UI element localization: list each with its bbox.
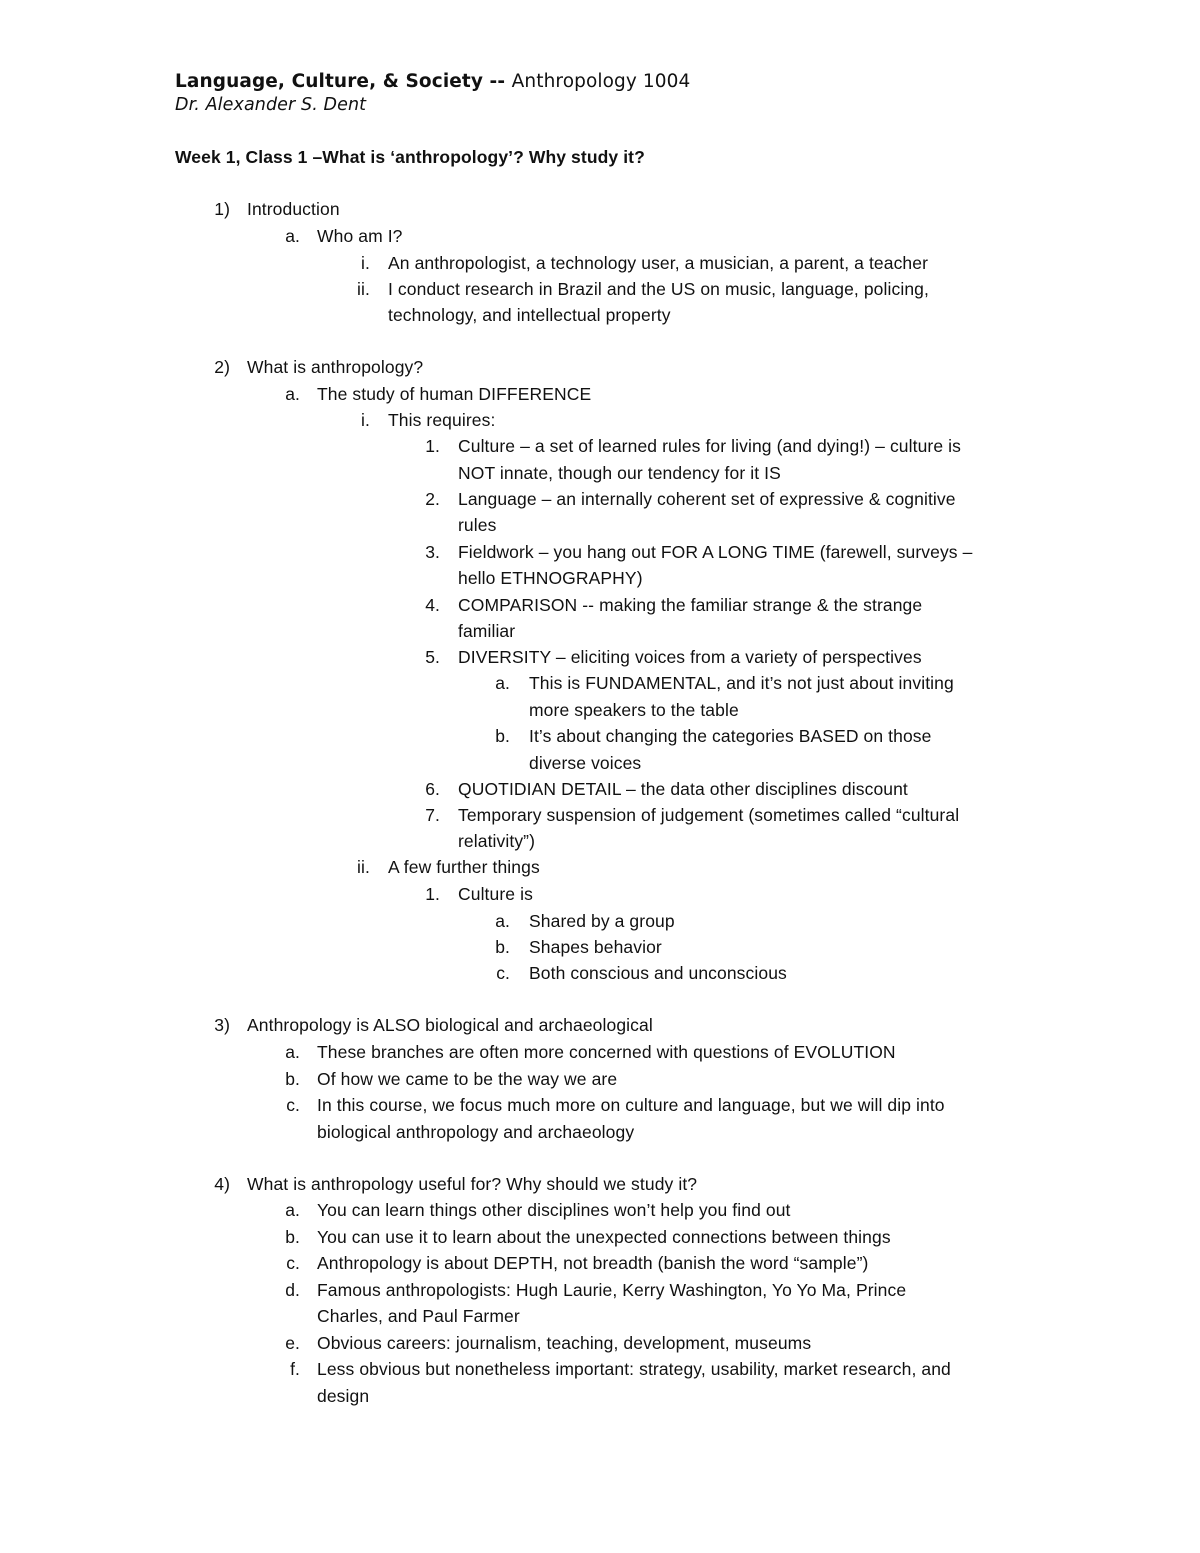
list-text-continuation: Charles, and Paul Farmer <box>317 1306 520 1326</box>
list-marker: i. <box>361 410 370 430</box>
list-marker: b. <box>495 726 510 746</box>
list-marker: 7. <box>425 805 440 825</box>
list-marker: 2. <box>425 489 440 509</box>
list-marker: 4) <box>214 1174 230 1194</box>
list-text: The study of human DIFFERENCE <box>317 384 592 404</box>
list-text: This is FUNDAMENTAL, and it’s not just about inviting <box>529 673 954 693</box>
list-text: You can learn things other disciplines won’t help you find out <box>317 1200 791 1220</box>
list-text: A few further things <box>388 857 540 877</box>
title-course: Anthropology 1004 <box>511 71 691 92</box>
list-marker: ii. <box>357 279 370 299</box>
list-text: Of how we came to be the way we are <box>317 1069 618 1089</box>
list-marker: 1) <box>214 199 230 219</box>
list-marker: a. <box>495 673 510 693</box>
list-text: I conduct research in Brazil and the US on music, language, policing, <box>388 279 929 299</box>
list-text: Shared by a group <box>529 911 675 931</box>
list-text: Both conscious and unconscious <box>529 963 787 983</box>
list-marker: ii. <box>357 857 370 877</box>
list-marker: 4. <box>425 595 440 615</box>
list-text: Introduction <box>247 199 340 219</box>
list-text: This requires: <box>388 410 496 430</box>
list-text-continuation: more speakers to the table <box>529 700 739 720</box>
list-text: Anthropology is ALSO biological and archaeological <box>247 1015 653 1035</box>
list-text: An anthropologist, a technology user, a musician, a parent, a teacher <box>388 253 929 273</box>
week-title: Week 1, Class 1 –What is ‘anthropology’? Why study it? <box>175 147 645 167</box>
list-marker: a. <box>285 1200 300 1220</box>
document-title <box>175 70 690 94</box>
list-marker: b. <box>285 1227 300 1247</box>
list-text-continuation: technology, and intellectual property <box>388 305 671 325</box>
list-text: Culture – a set of learned rules for living (and dying!) – culture is <box>458 436 961 456</box>
list-marker: i. <box>361 253 370 273</box>
list-text: Fieldwork – you hang out FOR A LONG TIME (farewell, surveys – <box>458 542 973 562</box>
list-text: Who am I? <box>317 226 403 246</box>
list-text: You can use it to learn about the unexpected connections between things <box>317 1227 891 1247</box>
list-marker: a. <box>285 384 300 404</box>
list-text: Temporary suspension of judgement (sometimes called “cultural <box>458 805 960 825</box>
list-text-continuation: hello ETHNOGRAPHY) <box>458 568 643 588</box>
list-text-continuation: design <box>317 1386 370 1406</box>
list-text: It’s about changing the categories BASED on those <box>529 726 932 746</box>
author-name: Dr. Alexander S. Dent <box>175 95 367 115</box>
list-marker: a. <box>495 911 510 931</box>
title-bold: Language, Culture, & Society -- <box>175 71 512 92</box>
list-marker: f. <box>290 1359 300 1379</box>
list-text-continuation: relativity”) <box>458 831 536 851</box>
list-text: Obvious careers: journalism, teaching, development, museums <box>317 1333 812 1353</box>
list-text: In this course, we focus much more on culture and language, but we will dip into <box>317 1095 945 1115</box>
list-marker: b. <box>495 937 510 957</box>
list-text: What is anthropology useful for? Why should we study it? <box>247 1174 698 1194</box>
list-marker: b. <box>285 1069 300 1089</box>
list-text-continuation: rules <box>458 515 497 535</box>
list-text: Less obvious but nonetheless important: strategy, usability, market research, and <box>317 1359 951 1379</box>
list-text: Shapes behavior <box>529 937 662 957</box>
list-marker: c. <box>286 1253 300 1273</box>
list-marker: c. <box>496 963 510 983</box>
list-text: Anthropology is about DEPTH, not breadth (banish the word “sample”) <box>317 1253 869 1273</box>
list-marker: 1. <box>425 436 440 456</box>
list-marker: d. <box>285 1280 300 1300</box>
list-marker: 6. <box>425 779 440 799</box>
list-text: QUOTIDIAN DETAIL – the data other disciplines discount <box>458 779 908 799</box>
list-text: What is anthropology? <box>247 357 424 377</box>
list-marker: 3. <box>425 542 440 562</box>
list-marker: 2) <box>214 357 230 377</box>
list-marker: 3) <box>214 1015 230 1035</box>
list-text: Language – an internally coherent set of expressive & cognitive <box>458 489 956 509</box>
list-marker: a. <box>285 1042 300 1062</box>
list-text-continuation: familiar <box>458 621 516 641</box>
list-text-continuation: NOT innate, though our tendency for it IS <box>458 463 781 483</box>
list-text: These branches are often more concerned with questions of EVOLUTION <box>317 1042 896 1062</box>
list-text: DIVERSITY – eliciting voices from a variety of perspectives <box>458 647 922 667</box>
list-marker: e. <box>285 1333 300 1353</box>
list-marker: 1. <box>425 884 440 904</box>
list-marker: 5. <box>425 647 440 667</box>
list-text: Culture is <box>458 884 533 904</box>
list-marker: a. <box>285 226 300 246</box>
list-text: Famous anthropologists: Hugh Laurie, Kerry Washington, Yo Yo Ma, Prince <box>317 1280 907 1300</box>
list-text-continuation: diverse voices <box>529 753 642 773</box>
list-marker: c. <box>286 1095 300 1115</box>
list-text: COMPARISON -- making the familiar strange & the strange <box>458 595 923 615</box>
list-text-continuation: biological anthropology and archaeology <box>317 1122 635 1142</box>
